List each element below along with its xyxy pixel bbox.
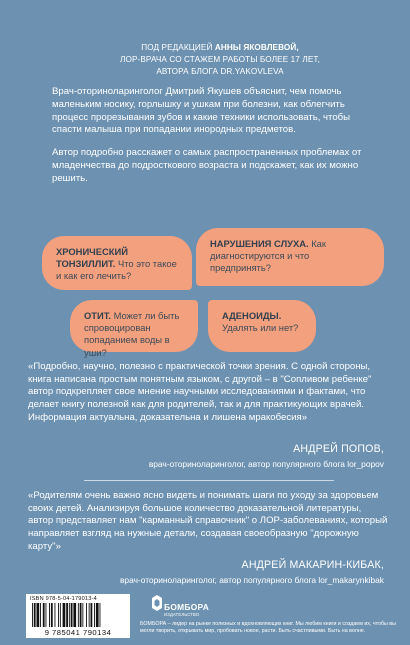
- barcode-number: 9 785041 790134: [44, 628, 112, 637]
- bubble-text: Как диагностируются и что предпринять?: [210, 238, 326, 274]
- editor-credit: [100, 42, 340, 78]
- review-role-makarin: врач-оториноларинголог, автор популярного блога lor_makarynkibak: [119, 575, 384, 585]
- bubble-heading: ХРОНИЧЕСКИЙ ТОНЗИЛЛИТ.: [56, 246, 128, 270]
- bombora-logo-icon: [152, 595, 162, 611]
- review-quote-popov: «Подробно, научно, полезно с практической точки зрения. С одной стороны, книга написана простым понятным языком, с другой – в "Сопливом ребенке" автор подкрепляет свое мнение научными исследованиями и фактами, что делает книгу полезной как для родителей, так и для практикующих врачей. Информация актуальна, доказательна и лишена мракобесия»: [28, 361, 372, 423]
- bubble-otitis: [70, 300, 198, 358]
- editor-name: АННЫ ЯКОВЛЕВОЙ,: [214, 43, 299, 52]
- bubble-heading: ОТИТ.: [84, 310, 112, 321]
- bubble-heading: АДЕНОИДЫ.: [222, 310, 282, 321]
- review-author-makarin: АНДРЕЙ МАКАРИН-КИБАК,: [241, 559, 384, 571]
- editor-blog: АВТОРА БЛОГА DR.YAKOVLEVA: [156, 67, 284, 76]
- barcode-bars: [30, 603, 126, 627]
- isbn-label: ISBN 978-5-04-179013-4: [30, 596, 97, 602]
- bubble-text: Что это такое и как его лечить?: [56, 258, 177, 282]
- publisher-blurb: БОМБОРА – лидер на рынке полезных и вдохновляющих книг. Мы любим книги и создаем их, чтобы вы могли творить, открывать мир, пробовать новое, расти. Быть счастливыми. Быть на волне.: [140, 621, 396, 634]
- bubble-adenoids: [208, 300, 316, 352]
- intro-text: [52, 86, 376, 196]
- publisher-logo-sub: ИЗДАТЕЛЬСТВО: [164, 612, 200, 617]
- intro-paragraph-2: Автор подробно расскажет о самых распространенных проблемах от младенчества до подросткового возраста и подскажет, как их можно решить.: [52, 147, 362, 184]
- bubble-hearing: [196, 228, 384, 286]
- review-role-popov: врач-оториноларинголог, автор популярного блога lor_popov: [148, 459, 384, 469]
- bubble-tonsillitis: [42, 236, 192, 290]
- bubble-text: Может ли быть спровоцирован попаданием воды в уши?: [84, 310, 180, 358]
- publisher-logo-text: БОМБОРА: [164, 602, 210, 612]
- barcode: [26, 594, 130, 638]
- editor-experience: ЛОР-ВРАЧА СО СТАЖЕМ РАБОТЫ БОЛЕЕ 17 ЛЕТ,: [120, 55, 320, 64]
- review-author-popov: АНДРЕЙ ПОПОВ,: [293, 443, 384, 455]
- review-quote-makarin: «Родителям очень важно ясно видеть и понимать шаги по уходу за здоровьем своих детей. Анализируя большое количество доказательной литературы, автор представляет нам "карманный справочник" о ЛОР-заболеваниях, который направляет взгляд на нужные детали, создавая своеобразную "дорожную карту"»: [28, 490, 388, 552]
- bubble-text: Удалять или нет?: [222, 322, 299, 334]
- editor-prefix: ПОД РЕДАКЦИЕЙ: [141, 43, 213, 52]
- intro-paragraph-1: Врач-оториноларинголог Дмитрий Якушев объяснит, чем помочь маленьким носику, горлышку и ушкам при болезни, как облегчить процесс прорезывания зубов и какие техники использовать, чтобы спасти малыша при попадании инородных предметов.: [52, 86, 351, 136]
- divider: [84, 480, 334, 481]
- bubble-heading: НАРУШЕНИЯ СЛУХА.: [210, 238, 309, 249]
